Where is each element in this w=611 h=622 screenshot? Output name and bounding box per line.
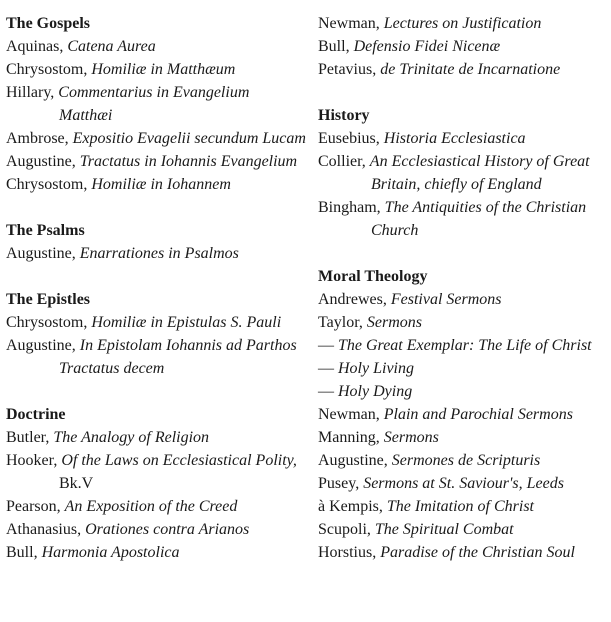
book-entry — [318, 311, 608, 334]
book-entry — [6, 541, 306, 564]
book-title: Sermons — [366, 314, 422, 331]
author-name: Athanasius, — [6, 521, 86, 538]
book-title: Orationes contra Arianos — [85, 521, 250, 538]
book-title: Holy Dying — [338, 383, 413, 400]
author-name: Taylor, — [318, 314, 367, 331]
book-entry — [6, 173, 306, 196]
book-entry — [6, 242, 306, 265]
author-name: Bull, — [6, 544, 42, 561]
author-name: à Kempis, — [318, 498, 387, 515]
author-name: Hillary, — [6, 84, 59, 101]
book-title: Paradise of the Christian Soul — [380, 544, 575, 561]
book-entry — [318, 426, 608, 449]
book-entry — [6, 81, 306, 127]
author-name: Eusebius, — [318, 130, 384, 147]
author-name: Butler, — [6, 429, 54, 446]
book-title: Lectures on Justification — [383, 15, 542, 32]
book-title: Enarrationes in Psalmos — [79, 245, 239, 262]
book-entry — [318, 12, 608, 35]
section — [6, 288, 306, 380]
book-title: Sermones de Scripturis — [391, 452, 541, 469]
author-name: Augustine, — [6, 337, 80, 354]
author-name: Horstius, — [318, 544, 381, 561]
book-entry — [318, 472, 608, 495]
book-entry — [6, 150, 306, 173]
author-name: Bull, — [318, 38, 354, 55]
author-name: — — [318, 337, 338, 354]
book-entry — [6, 426, 306, 449]
author-name: — — [318, 360, 338, 377]
author-name: — — [318, 383, 338, 400]
book-title: Historia Ecclesiastica — [383, 130, 526, 147]
book-entry — [6, 311, 306, 334]
book-title: An Ecclesiastical History of Great Britain, chiefly of England — [369, 153, 590, 193]
book-part: Bk.V — [59, 475, 94, 492]
book-entry — [6, 35, 306, 58]
author-name: Augustine, — [318, 452, 392, 469]
author-name: Petavius, — [318, 61, 381, 78]
book-entry — [6, 127, 306, 150]
book-title: Sermons — [383, 429, 439, 446]
section — [6, 219, 306, 265]
author-name: Andrewes, — [318, 291, 391, 308]
book-title: The Imitation of Christ — [386, 498, 534, 515]
author-name: Pusey, — [318, 475, 364, 492]
book-entry — [318, 35, 608, 58]
book-title: Tractatus in Iohannis Evangelium — [79, 153, 298, 170]
section-heading: Doctrine — [6, 406, 66, 423]
book-entry — [318, 334, 608, 357]
book-entry — [6, 518, 306, 541]
book-title: Homiliæ in Matthæum — [91, 61, 236, 78]
book-title: Expositio Evagelii secundum Lucam — [72, 130, 306, 147]
author-name: Bingham, — [318, 199, 385, 216]
author-name: Augustine, — [6, 245, 80, 262]
book-title: The Antiquities of the Christian Church — [371, 199, 587, 239]
book-entry — [318, 150, 608, 196]
right-column — [318, 12, 608, 587]
book-title: The Great Exemplar: The Life of Christ — [338, 337, 592, 354]
section-heading: History — [318, 107, 370, 124]
book-title: Sermons at St. Saviour's, Leeds — [363, 475, 564, 492]
book-title: Plain and Parochial Sermons — [383, 406, 573, 423]
author-name: Manning, — [318, 429, 384, 446]
book-title: Harmonia Apostolica — [41, 544, 180, 561]
book-entry — [318, 58, 608, 81]
book-entry — [318, 518, 608, 541]
book-title: An Exposition of the Creed — [64, 498, 238, 515]
section — [318, 12, 608, 81]
book-title: Of the Laws on Ecclesiastical Polity, — [61, 452, 297, 469]
book-entry — [318, 541, 608, 564]
book-title: de Trinitate de Incarnatione — [380, 61, 561, 78]
book-title: The Spiritual Combat — [374, 521, 514, 538]
book-entry — [318, 288, 608, 311]
book-entry — [318, 449, 608, 472]
author-name: Collier, — [318, 153, 370, 170]
section-heading: The Gospels — [6, 15, 91, 32]
left-column — [6, 12, 306, 587]
book-title: Festival Sermons — [390, 291, 502, 308]
book-title: In Epistolam Iohannis ad Parthos Tractatus decem — [59, 337, 297, 377]
author-name: Ambrose, — [6, 130, 73, 147]
section — [6, 12, 306, 196]
book-title: The Analogy of Religion — [53, 429, 210, 446]
book-title: Homiliæ in Iohannem — [91, 176, 231, 193]
author-name: Scupoli, — [318, 521, 375, 538]
author-name: Aquinas, — [6, 38, 68, 55]
book-entry — [318, 357, 608, 380]
book-entry — [318, 403, 608, 426]
author-name: Hooker, — [6, 452, 62, 469]
book-entry — [6, 495, 306, 518]
book-entry — [318, 495, 608, 518]
book-title: Catena Aurea — [67, 38, 156, 55]
book-title: Holy Living — [338, 360, 414, 377]
book-entry — [318, 196, 608, 242]
author-name: Newman, — [318, 406, 384, 423]
section — [318, 265, 608, 564]
book-entry — [6, 58, 306, 81]
book-entry — [318, 127, 608, 150]
section-heading: The Epistles — [6, 291, 91, 308]
author-name: Chrysostom, — [6, 61, 92, 78]
author-name: Augustine, — [6, 153, 80, 170]
book-title: Defensio Fidei Nicenæ — [353, 38, 501, 55]
book-entry — [6, 449, 306, 495]
author-name: Chrysostom, — [6, 314, 92, 331]
book-entry — [6, 334, 306, 380]
section — [6, 403, 306, 564]
book-entry — [318, 380, 608, 403]
section — [318, 104, 608, 242]
book-title: Homiliæ in Epistulas S. Pauli — [91, 314, 282, 331]
section-heading: Moral Theology — [318, 268, 428, 285]
author-name: Chrysostom, — [6, 176, 92, 193]
author-name: Pearson, — [6, 498, 65, 515]
author-name: Newman, — [318, 15, 384, 32]
section-heading: The Psalms — [6, 222, 85, 239]
book-title: Commentarius in Evangelium Matthæi — [58, 84, 250, 124]
